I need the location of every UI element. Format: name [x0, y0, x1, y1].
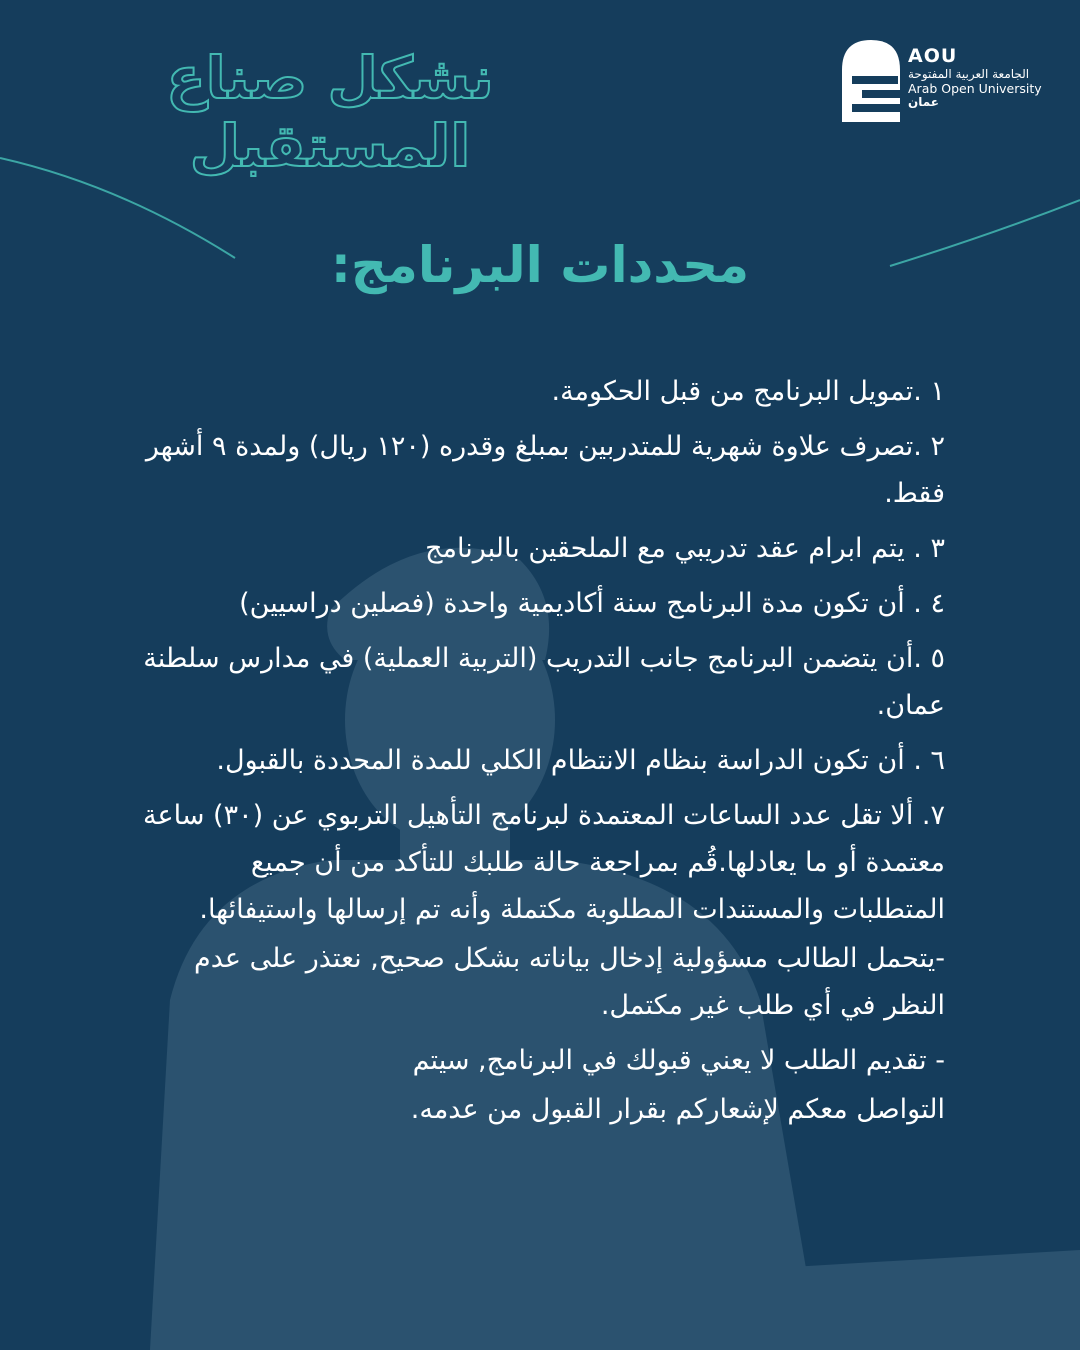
list-item: ٦ . أن تكون الدراسة بنظام الانتظام الكلي للمدة المحددة بالقبول. — [216, 745, 945, 776]
logo-abbreviation: AOU — [908, 45, 958, 67]
slogan-title: نشكل صناع المستقبل — [166, 44, 494, 180]
list-item: ٢ .تصرف علاوة شهرية للمتدربين بمبلغ وقدره (١٢٠ ريال) ولمدة ٩ أشهر فقط. — [145, 431, 945, 509]
list-item: - تقديم الطلب لا يعني قبولك في البرنامج, سيتم — [412, 1045, 945, 1076]
logo-name-english: Arab Open University — [908, 80, 1042, 96]
list-item: ٤ . أن تكون مدة البرنامج سنة أكاديمية واحدة (فصلين دراسيين) — [239, 588, 945, 619]
program-requirements-heading: محددات البرنامج: — [330, 236, 750, 294]
list-item: ١ .تمويل البرنامج من قبل الحكومة. — [551, 376, 945, 407]
list-item: -يتحمل الطالب مسؤولية إدخال بياناته بشكل صحيح, نعتذر على عدم النظر في أي طلب غير مكتمل. — [194, 943, 945, 1021]
list-item: ٥ .أن يتضمن البرنامج جانب التدريب (التربية العملية) في مدارس سلطنة عمان. — [143, 643, 945, 721]
logo-name-arabic: الجامعة العربية المفتوحة — [908, 66, 1030, 81]
list-item: ٣ . يتم ابرام عقد تدريبي مع الملحقين بالبرنامج — [425, 533, 945, 564]
requirements-list — [130, 368, 945, 1141]
list-item: ٧. ألا تقل عدد الساعات المعتمدة لبرنامج التأهيل التربوي عن (٣٠) ساعة معتمدة أو ما يعادلها.قُم بمراجعة حالة طلبك للتأكد من أن جميع المتطلبات والمستندات المطلوبة مكتملة وأنه تم إرسالها واستيفائها. — [143, 800, 945, 925]
university-logo — [842, 40, 1052, 126]
logo-city: عمان — [908, 95, 939, 110]
list-item: التواصل معكم لإشعاركم بقرار القبول من عدمه. — [410, 1094, 945, 1125]
aou-logo-icon — [842, 40, 900, 122]
